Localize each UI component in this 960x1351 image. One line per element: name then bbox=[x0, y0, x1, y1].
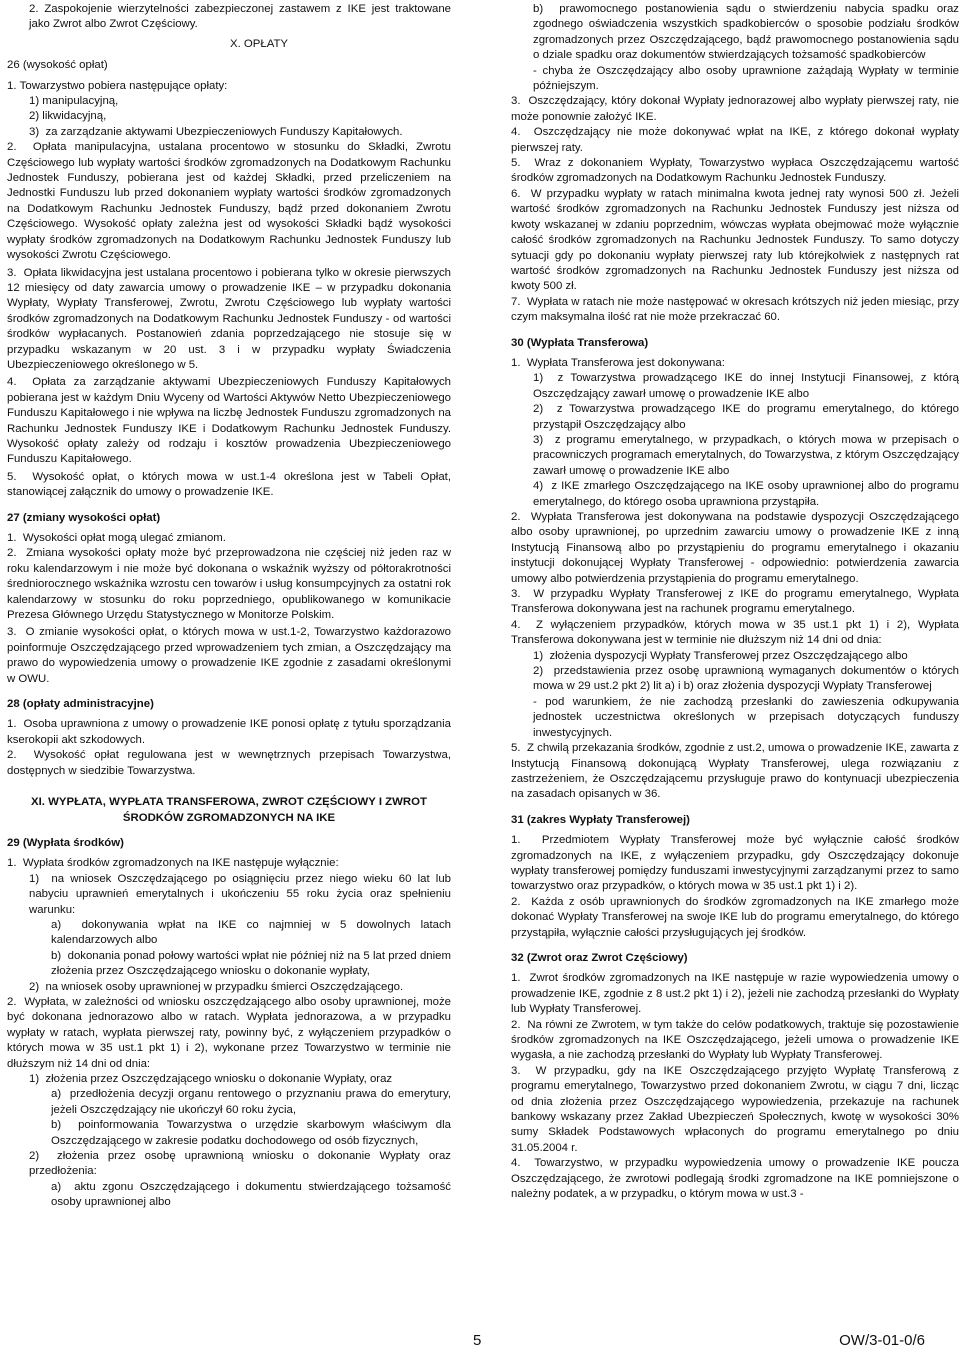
list-item: 3) z programu emerytalnego, w przypadkach, o których mowa w przepisach o pracowniczych programach emerytalnych, do Towarzystwa, z którym Oszczędzający zawarł umowę o prowadzenie IKE albo bbox=[533, 433, 959, 477]
list-item: - chyba że Oszczędzający albo osoby uprawnione zażądają Wypłaty w terminie późniejszym. bbox=[533, 64, 959, 93]
right-column bbox=[511, 2, 959, 1202]
paragraph: 3. W przypadku, gdy na IKE Oszczędzającego przyjęto Wypłatę Transferową z programu emerytalnego, Towarzystwo przed dokonaniem Zwrotu, w ciągu 7 dni, licząc od dnia złożenia przez Oszczędzającego wypowiedzenia, przekazuje na rachunek bankowy wskazany przez Zakład Ubezpieczeń Społecznych, kwotę w wysokości 30% sumy Składek Podstawowych wpłaconych do programu emerytalnego po dniu 31.05.2004 r. bbox=[511, 1064, 959, 1154]
list-item: 1) złożenia dyspozycji Wypłaty Transferowej przez Oszczędzającego albo bbox=[533, 649, 908, 662]
list-item: a) aktu zgonu Oszczędzającego i dokumentu stwierdzającego tożsamość osoby uprawnionej albo bbox=[51, 1180, 451, 1209]
list-item: a) przedłożenia decyzji organu rentowego o przyznaniu prawa do emerytury, jeżeli Oszczędzający nie ukończył 60 roku życia, bbox=[51, 1088, 451, 1116]
paragraph: 6. W przypadku wypłaty w ratach minimalna kwota jednej raty wynosi 500 zł. Jeżeli wartość środków zgromadzonych na Rachunku Jednostek Funduszy jest niższa od kwoty wskazanej w zdaniu poprzednim, wówczas wypłata obejmować może wyłącznie całość środków zgromadzonych na Rachunku Jednostek Funduszy. To samo dotyczy sytuacji gdy po dokonaniu wypłaty pierwszej raty lub którejkolwiek z następnych rat wartość środków zgromadzonych na Rachunku Jednostek Funduszy jest niższa od kwoty 500 zł. bbox=[511, 187, 959, 293]
list-item: 2) złożenia przez osobę uprawnioną wniosku o dokonanie Wypłaty oraz przedłożenia: bbox=[29, 1150, 451, 1178]
list-item: 1) złożenia przez Oszczędzającego wniosku o dokonanie Wypłaty, oraz bbox=[29, 1073, 393, 1085]
paragraph bbox=[7, 2, 451, 33]
paragraph: 5. Wysokość opłat, o których mowa w ust.1-4 określona jest w Tabeli Opłat, stanowiącej załącznik do umowy o prowadzenie IKE. bbox=[7, 470, 451, 499]
list-item: a) dokonywania wpłat na IKE co najmniej w 5 dowolnych latach kalendarzowych albo bbox=[51, 918, 451, 947]
left-column bbox=[7, 2, 451, 1211]
section-title: 28 (opłaty administracyjne) bbox=[7, 698, 154, 711]
chapter-heading: XI. WYPŁATA, WYPŁATA TRANSFEROWA, ZWROT CZĘŚCIOWY I ZWROT bbox=[31, 796, 427, 809]
paragraph: 2. Wysokość opłat regulowana jest w wewnętrznych przepisach Towarzystwa, dostępnych w siedzibie Towarzystwa. bbox=[7, 749, 451, 777]
list-item: b) dokonania ponad połowy wartości wpłat nie później niż na 5 lat przed dniem złożenia przez Oszczędzającego wniosku o dokonanie wypłaty, bbox=[51, 949, 451, 978]
chapter-heading: ŚRODKÓW ZGROMADZONYCH NA IKE bbox=[122, 811, 336, 824]
section-title: 29 (Wypłata środków) bbox=[7, 836, 124, 849]
paragraph: 1. Wypłata Transferowa jest dokonywana: bbox=[511, 356, 725, 369]
section-title: 32 (Zwrot oraz Zwrot Częściowy) bbox=[511, 951, 688, 964]
paragraph: 4. Z wyłączeniem przypadków, których mowa w 35 ust.1 pkt 1) i 2), Wypłata Transferowa dokonywana jest w terminie nie dłuższym niż 14 dni od dnia: bbox=[511, 618, 959, 647]
list-item: 3) za zarządzanie aktywami Ubezpieczeniowych Funduszy Kapitałowych. bbox=[29, 125, 403, 138]
paragraph: 1. Osoba uprawniona z umowy o prowadzenie IKE ponosi opłatę z tytułu sporządzania kserokopii akt szkodowych. bbox=[7, 718, 451, 746]
paragraph: 1. Wypłata środków zgromadzonych na IKE następuje wyłącznie: bbox=[7, 857, 339, 870]
page-number: 5 bbox=[473, 1332, 482, 1349]
list-item: 2) z Towarzystwa prowadzącego IKE do programu emerytalnego, do którego przystąpił Oszczędzający albo bbox=[533, 403, 959, 431]
list-item: 2) przedstawienia przez osobę uprawnioną wymaganych dokumentów o których mowa w 29 ust.2 pkt 2) lit a) i b) oraz złożenia dyspozycji Wypłaty Transferowej bbox=[533, 665, 959, 693]
chapter-heading: X. OPŁATY bbox=[229, 37, 289, 50]
list-item: - pod warunkiem, że nie zachodzą przesłanki do zawieszenia odkupywania jednostek uczestnictwa określonych w przepisach dotyczących funduszy inwestycyjnych. bbox=[533, 695, 959, 739]
paragraph: 1. Wysokości opłat mogą ulegać zmianom. bbox=[7, 532, 226, 544]
section-title: 30 (Wypłata Transferowa) bbox=[511, 336, 649, 349]
paragraph: 1. Towarzystwo pobiera następujące opłaty: bbox=[7, 79, 228, 92]
paragraph: 5. Wraz z dokonaniem Wypłaty, Towarzystwo wypłaca Oszczędzającemu wartość środków zgromadzonych na Dodatkowym Rachunku Jednostek Funduszy. bbox=[511, 157, 959, 185]
paragraph: 2. Opłata manipulacyjna, ustalana procentowo w stosunku do Składki, Zwrotu Częściowego lub wypłaty wartości środków zgromadzonych na Dodatkowym Rachunku Jednostek Funduszy, pobierana jest od każdej Składki, przed przeliczeniem na Jednostki Funduszu lub przed dokonaniem wypłaty wartości środków zgromadzonych na Dodatkowym Rachunku Jednostek Funduszy, bądź przed dokonaniem Zwrotu Częściowego. Wysokość opłaty zależna jest od wysokości Składki bądź wysokości wypłaty środków zgromadzonych na Dodatkowym Rachunku Jednostek Funduszy lub wysokości Zwrotu Częściowego. bbox=[7, 141, 451, 262]
paragraph: 1. Przedmiotem Wypłaty Transferowej może być wyłącznie całość środków zgromadzonych na IKE, z wyłączeniem przypadku, gdy Oszczędzający dokonuje wypłaty transferowej pomiędzy funduszami inwestycyjnymi zarządzanymi przez to samo towarzystwo oraz przypadków, o których mowa w 35 ust.1 pkt 1) i 2). bbox=[511, 834, 959, 893]
paragraph: 1. Zwrot środków zgromadzonych na IKE następuje w razie wypowiedzenia umowy o prowadzenie IKE, zgodnie z 8 ust.2 pkt 1) i 2), jeżeli nie zachodzą przesłanki do Wypłaty lub Wypłaty Transferowej. bbox=[511, 972, 959, 1016]
paragraph: 3. Opłata likwidacyjna jest ustalana procentowo i pobierana tylko w okresie pierwszych 12 miesięcy od daty zawarcia umowy o prowadzenie IKE – w przypadku dokonania Wypłaty, Wypłaty Transferowej, Zwrotu, Zwrotu Częściowego lub wypłaty wartości środków zgromadzonych na Dodatkowym Rachunku Jednostek Funduszy - od wartości środków wypłacanych. Postanowień zdania poprzedzającego nie stosuje się w przypadku wskazanym w 20 ust. 3 i w przypadku wypłaty Świadczenia Ubezpieczeniowego określonego w 5. bbox=[7, 266, 451, 371]
paragraph: 7. Wypłata w ratach nie może następować w okresach krótszych niż jeden miesiąc, przy czym maksymalna ilość rat nie może przekraczać 60. bbox=[511, 295, 959, 324]
paragraph: 2. Na równi ze Zwrotem, w tym także do celów podatkowych, traktuje się pozostawienie środków zgromadzonych na IKE Oszczędzającego, jeżeli umowa o prowadzenie IKE wygasła, a nie zachodzą przesłanki do Wypłaty lub Wypłaty Transferowej. bbox=[511, 1018, 959, 1062]
list-item: 1) manipulacyjną, bbox=[29, 95, 119, 108]
paragraph: 3. Oszczędzający, który dokonał Wypłaty jednorazowej albo wypłaty pierwszej raty, nie może ponownie założyć IKE. bbox=[511, 95, 959, 123]
paragraph: 4. Opłata za zarządzanie aktywami Ubezpieczeniowych Funduszy Kapitałowych pobierana jest w każdym Dniu Wyceny od Wartości Aktywów Netto Ubezpieczeniowego Funduszu Kapitałowego i nie wpływa na liczbę Jednostek Funduszu zgromadzonych na Rachunku Jednostek Funduszy IKE i Dodatkowym Rachunku Jednostek Funduszy. Wysokość opłaty zależy od rodzaju i kosztów prowadzenia Ubezpieczeniowego Funduszu Kapitałowego. bbox=[7, 376, 451, 466]
paragraph: 2. Każda z osób uprawnionych do środków zgromadzonych na IKE zmarłego może dokonać Wypłaty Transferowej na swoje IKE lub do programu emerytalnego, do którego przystąpiła, wyłącznie całości przysługujących jej środków. bbox=[511, 895, 959, 939]
list-item: 2) na wniosek osoby uprawnionej w przypadku śmierci Oszczędzającego. bbox=[29, 980, 404, 993]
list-item: b) poinformowania Towarzystwa o urzędzie skarbowym właściwym dla Oszczędzającego w zakresie podatku dochodowego od osób fizycznych, bbox=[51, 1119, 451, 1147]
paragraph: 3. W przypadku Wypłaty Transferowej z IKE do programu emerytalnego, Wypłata Transferowa dokonywana jest na rachunek programu emerytalnego. bbox=[511, 588, 959, 616]
document-code: OW/3-01-0/6 bbox=[839, 1332, 925, 1349]
paragraph: 5. Z chwilą przekazania środków, zgodnie z ust.2, umowa o prowadzenie IKE, zawarta z Instytucją Finansową dokonującą Wypłaty Transferowej, ulega rozwiązaniu z zastrzeżeniem, że Oszczędzającemu przysługuje prawo do kontynuacji ubezpieczenia na zasadach opisanych w 36. bbox=[511, 742, 959, 801]
paragraph: 4. Towarzystwo, w przypadku wypowiedzenia umowy o prowadzenie IKE poucza Oszczędzającego, że zwrotowi podlegają środki zgromadzone na IKE pomniejszone o należny podatek, a w przypadku, o którym mowa w ust.3 - bbox=[511, 1157, 959, 1201]
list-item: 2) likwidacyjną, bbox=[29, 110, 107, 123]
paragraph: 4. Oszczędzający nie może dokonywać wpłat na IKE, z którego dokonał wypłaty pierwszej raty. bbox=[511, 126, 959, 154]
section-title: 27 (zmiany wysokości opłat) bbox=[7, 511, 161, 524]
list-item: 1) z Towarzystwa prowadzącego IKE do innej Instytucji Finansowej, z którą Oszczędzający zawarł umowę o prowadzenie IKE albo bbox=[533, 372, 959, 400]
section-title: 26 (wysokość opłat) bbox=[7, 59, 108, 72]
list-item: b) prawomocnego postanowienia sądu o stwierdzeniu nabycia spadku oraz zgodnego oświadczenia wszystkich spadkobierców o sposobie podziału środków zgromadzonych przez Oszczędzającego, bądź prawomocnego postanowienia sądu o dziale spadku oraz dokumentów stwierdzających tożsamość spadkobierców bbox=[533, 3, 959, 62]
list-item: 4) z IKE zmarłego Oszczędzającego na IKE osoby uprawnionej albo do programu emerytalnego, do którego osoba uprawniona przystąpiła. bbox=[533, 480, 959, 508]
section-title: 31 (zakres Wypłaty Transferowej) bbox=[511, 813, 690, 826]
paragraph: 3. O zmianie wysokości opłat, o których mowa w ust.1-2, Towarzystwo każdorazowo poinformuje Oszczędzającego przed wprowadzeniem tych zmian, a Oszczędzający ma prawo do wypowiedzenia umowy o prowadzenie IKE zgodnie z zasadami określonymi w OWU. bbox=[7, 626, 451, 685]
text: 2. Zaspokojenie wierzytelności zabezpieczonej zastawem z IKE jest traktowane jako Zwrot albo Zwrot Częściowy. bbox=[29, 3, 451, 31]
paragraph: 2. Wypłata, w zależności od wniosku oszczędzającego albo osoby uprawnionej, może być dokonana jednorazowo albo w ratach. Wypłata jednorazowa, a w przypadku wypłaty w ratach, wypłata pierwszej raty, powinny być, z wyłączeniem przypadków o których mowa w 35 ust.1 pkt 1) i 2), wykonane przez Towarzystwo w terminie nie dłuższym niż 14 dni od dnia: bbox=[7, 995, 451, 1070]
paragraph: 2. Wypłata Transferowa jest dokonywana na podstawie dyspozycji Oszczędzającego albo osoby uprawnionej, po uprzednim zawarciu umowy o prowadzenie IKE z inną Instytucją Finansową albo po przystąpieniu do programu emerytalnego i okazaniu instytucji dokonującej Wypłaty Transferowej - odpowiednio: potwierdzenia zawarcia umowy albo potwierdzenia przystąpienia do programu emerytalnego. bbox=[511, 511, 959, 585]
paragraph: 2. Zmiana wysokości opłaty może być przeprowadzona nie częściej niż jeden raz w roku kalendarzowym i nie może być dokonana o wskaźnik wyższy od półtorakrotności średniorocznego wskaźnika wzrostu cen towarów i usług konsumpcyjnych za ostatni rok kalendarzowy w stosunku do roku poprzedniego, opublikowanego w komunikacie Prezesa Głównego Urzędu Statystycznego w Monitorze Polskim. bbox=[7, 547, 451, 622]
list-item: 1) na wniosek Oszczędzającego po osiągnięciu przez niego wieku 60 lat lub nabyciu uprawnień emerytalnych i ukończeniu 55 roku życia oraz spełnieniu warunku: bbox=[29, 872, 451, 916]
